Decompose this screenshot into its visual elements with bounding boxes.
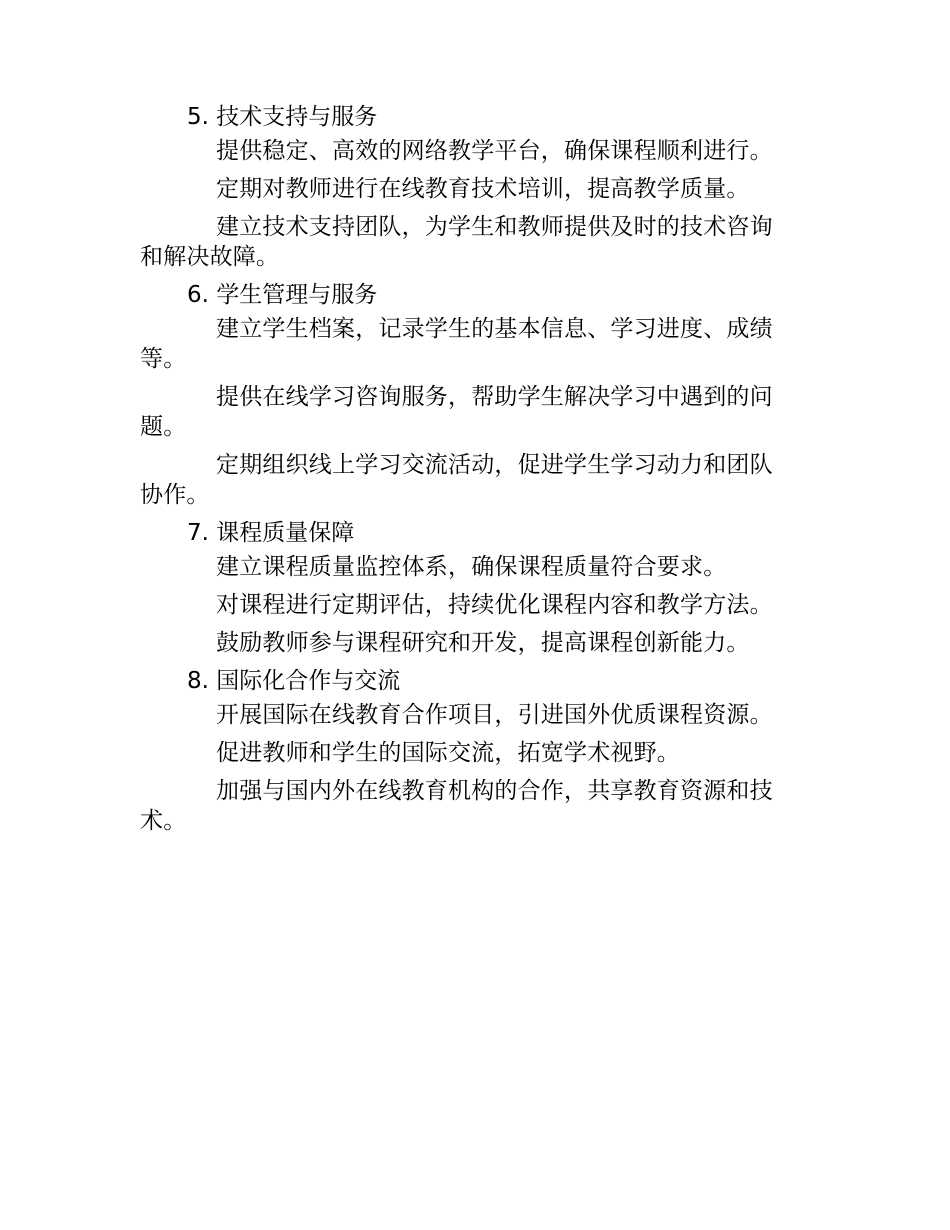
paragraph: 开展国际在线教育合作项目，引进国外优质课程资源。	[216, 702, 773, 728]
section-heading: 7. 课程质量保障	[187, 520, 355, 546]
section-heading: 8. 国际化合作与交流	[187, 668, 401, 694]
section-course-quality	[140, 518, 790, 658]
paragraph: 提供稳定、高效的网络教学平台，确保课程顺利进行。	[216, 138, 773, 164]
paragraph: 定期组织线上学习交流活动，促进学生学习动力和团队协作。	[140, 452, 773, 508]
section-heading: 5. 技术支持与服务	[187, 104, 378, 130]
section-student-management	[140, 280, 790, 510]
paragraph: 提供在线学习咨询服务，帮助学生解决学习中遇到的问题。	[140, 384, 773, 440]
paragraph: 建立技术支持团队，为学生和教师提供及时的技术咨询和解决故障。	[140, 214, 773, 270]
document-body	[140, 102, 790, 844]
paragraph: 建立课程质量监控体系，确保课程质量符合要求。	[216, 554, 727, 580]
paragraph: 促进教师和学生的国际交流，拓宽学术视野。	[216, 740, 680, 766]
paragraph: 定期对教师进行在线教育技术培训，提高教学质量。	[216, 176, 750, 202]
paragraph: 加强与国内外在线教育机构的合作，共享教育资源和技术。	[140, 778, 773, 834]
section-international-cooperation	[140, 666, 790, 836]
section-heading: 6. 学生管理与服务	[187, 282, 378, 308]
paragraph: 对课程进行定期评估，持续优化课程内容和教学方法。	[216, 592, 773, 618]
paragraph: 建立学生档案，记录学生的基本信息、学习进度、成绩等。	[140, 316, 773, 372]
section-technical-support	[140, 102, 790, 272]
paragraph: 鼓励教师参与课程研究和开发，提高课程创新能力。	[216, 630, 750, 656]
